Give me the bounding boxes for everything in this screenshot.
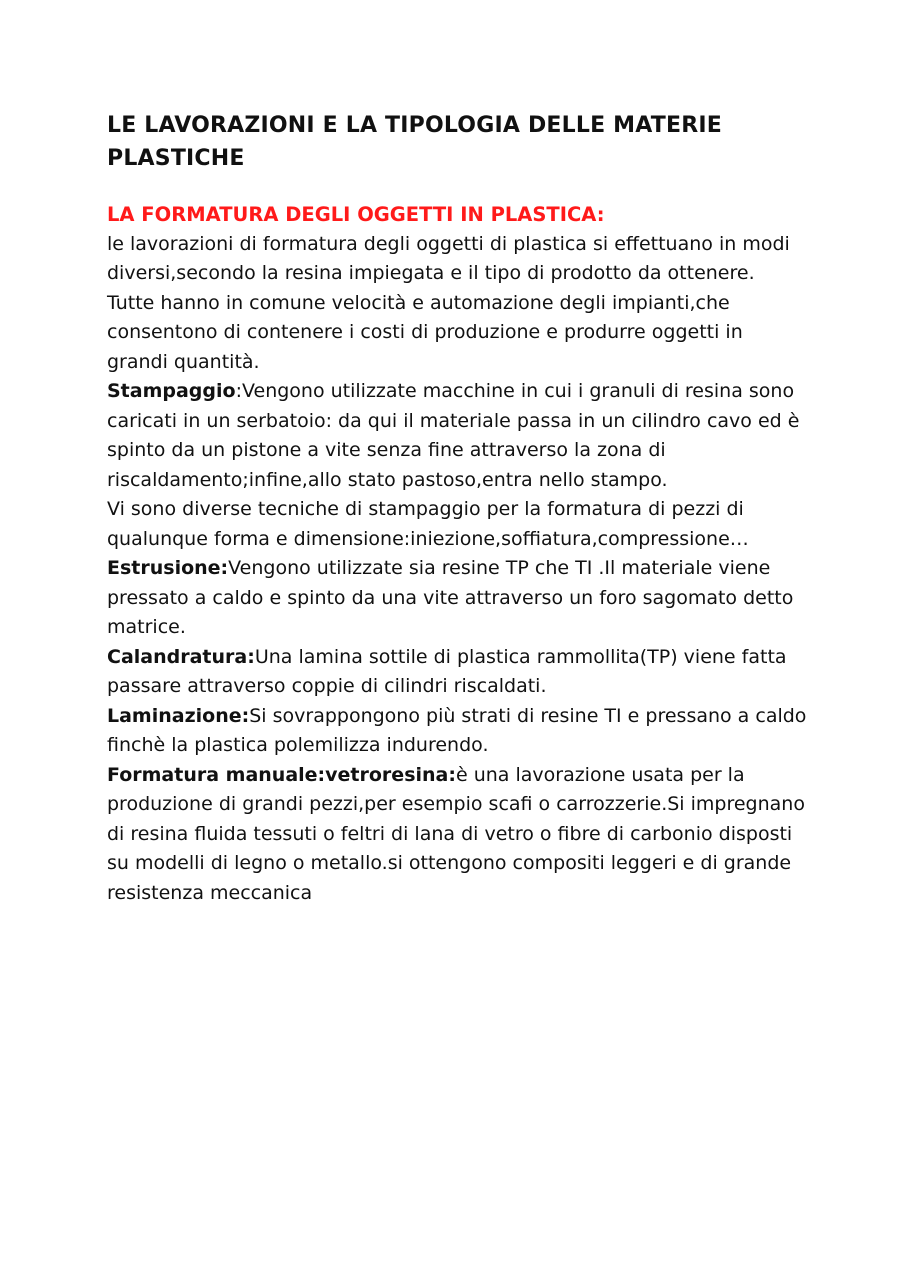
- term-formatura-manuale: Formatura manuale:vetroresina:: [107, 763, 456, 786]
- document-title: LE LAVORAZIONI E LA TIPOLOGIA DELLE MATERIE PLASTICHE: [107, 113, 722, 171]
- text-formatura-manuale: è una lavorazione usata per la produzione di grandi pezzi,per esempio scafi o carrozzerie.Si impregnano di resina fluida tessuti o feltri di lana di vetro o fibre di carbonio disposti su modelli di legno o metallo.si ottengono compositi leggeri e di grande resistenza meccanica: [107, 763, 805, 904]
- paragraph-calandratura: [107, 643, 807, 702]
- intro-paragraph-1: le lavorazioni di formatura degli oggetti di plastica si effettuano in modi diversi,secondo la resina impiegata e il tipo di prodotto da ottenere.: [107, 232, 790, 284]
- paragraph-stampaggio: [107, 377, 807, 495]
- paragraph-stampaggio-note: Vi sono diverse tecniche di stampaggio per la formatura di pezzi di qualunque forma e dimensione:iniezione,soffiatura,compressione…: [107, 498, 749, 550]
- section-formatura: [107, 200, 807, 908]
- paragraph-estrusione: [107, 554, 807, 643]
- text-stampaggio: :Vengono utilizzate macchine in cui i granuli di resina sono caricati in un serbatoio: da qui il materiale passa in un cilindro cavo ed è spinto da un pistone a vite senza fine attraverso la zona di riscaldamento;infine,allo stato pastoso,entra nello stampo.: [107, 380, 800, 491]
- paragraph-laminazione: [107, 702, 807, 761]
- term-calandratura: Calandratura:: [107, 645, 255, 668]
- text-calandratura: Una lamina sottile di plastica rammollita(TP) viene fatta passare attraverso coppie di cilindri riscaldati.: [107, 645, 787, 697]
- text-estrusione: Vengono utilizzate sia resine TP che TI .Il materiale viene pressato a caldo e spinto da una vite attraverso un foro sagomato detto matrice.: [107, 557, 794, 638]
- intro-paragraph-2: Tutte hanno in comune velocità e automazione degli impianti,che consentono di contenere i costi di produzione e produrre oggetti in grandi quantità.: [107, 291, 743, 373]
- section-heading: LA FORMATURA DEGLI OGGETTI IN PLASTICA:: [107, 203, 605, 226]
- text-laminazione: Si sovrappongono più strati di resine TI e pressano a caldo finchè la plastica polemilizza indurendo.: [107, 704, 807, 756]
- paragraph-formatura-manuale: [107, 761, 807, 909]
- term-stampaggio: Stampaggio: [107, 380, 236, 402]
- term-laminazione: Laminazione:: [107, 704, 250, 727]
- term-estrusione: Estrusione:: [107, 557, 229, 579]
